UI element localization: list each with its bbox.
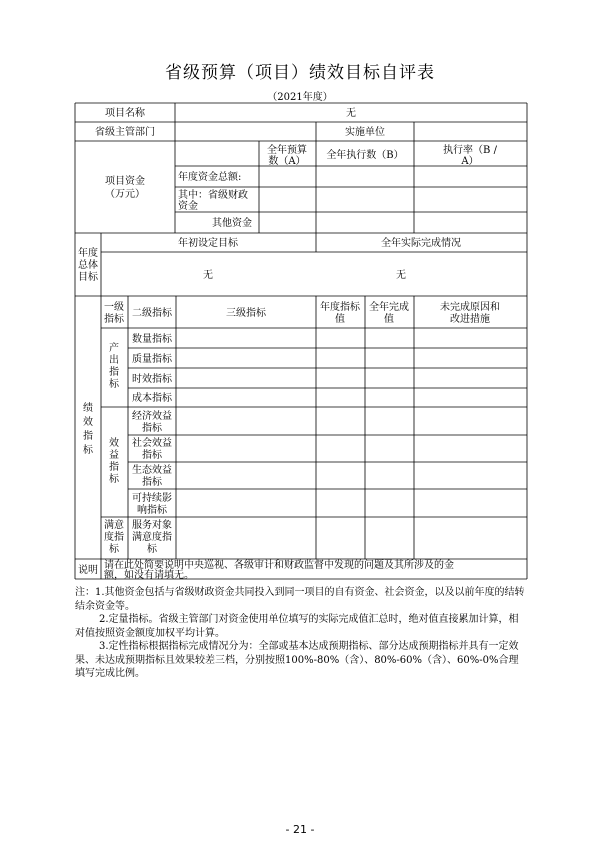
overall-target-label: 总体 — [78, 260, 98, 271]
year-subtitle: （2021年度） — [267, 92, 333, 103]
performance-indicator-label: 指 — [83, 431, 93, 442]
output-indicator-label: 出 — [109, 355, 119, 366]
reason-header-2: 改进措施 — [450, 314, 490, 325]
execution-rate-header-2: A） — [461, 156, 479, 167]
explanation-text: 请在此处简要说明中央巡视、各级审计和财政监督中发现的问题及其所涉及的金 — [104, 560, 454, 571]
cost-indicator: 成本指标 — [132, 393, 172, 404]
completion-header: 全年完成 — [369, 302, 409, 313]
social-benefit-indicator-2: 指标 — [142, 450, 162, 461]
overall-target-label: 年度 — [78, 248, 98, 259]
annual-budget-header-2: 数（A） — [268, 156, 306, 167]
performance-indicator-label: 绩 — [83, 403, 93, 414]
reason-header: 未完成原因和 — [440, 302, 500, 313]
output-indicator-label: 标 — [109, 379, 119, 390]
explanation-text-2: 额，如没有请填无。 — [104, 570, 194, 581]
initial-target-header: 年初设定目标 — [178, 238, 238, 249]
project-name-label: 项目名称 — [105, 108, 145, 119]
output-indicator-label: 指 — [109, 367, 119, 378]
effect-indicator-label: 指 — [109, 462, 119, 473]
note-2: 2.定量指标。省级主管部门对资金使用单位填写的实际完成值汇总时，绝对值直接累加计算，相对值按照资金额度加权平均计算。 — [75, 614, 519, 639]
annual-execution-header: 全年执行数（B） — [326, 150, 404, 161]
annual-target-header: 年度指标 — [320, 302, 360, 313]
explanation-label: 说明 — [78, 565, 98, 576]
level1-header-2: 指标 — [104, 314, 124, 325]
completion-header-2: 值 — [384, 314, 394, 325]
performance-indicator-label: 效 — [83, 417, 93, 428]
satisfaction-indicator-label: 满意 — [104, 520, 124, 531]
provincial-funds-label-2: 资金 — [178, 201, 198, 212]
execution-rate-header: 执行率（B / — [443, 145, 497, 156]
department-label: 省级主管部门 — [95, 127, 155, 138]
effect-indicator-label: 标 — [109, 474, 119, 485]
sustainable-impact-indicator-2: 响指标 — [137, 505, 167, 516]
level3-header: 三级指标 — [226, 308, 266, 319]
service-satisfaction-indicator: 服务对象 — [132, 520, 172, 531]
service-satisfaction-indicator: 标 — [147, 544, 157, 555]
other-funds-label: 其他资金 — [212, 218, 252, 229]
project-name-value: 无 — [346, 108, 356, 119]
economic-benefit-indicator-2: 指标 — [142, 423, 162, 434]
actual-completion-value: 无 — [396, 270, 406, 281]
total-funds-label: 年度资金总额: — [178, 172, 242, 183]
sustainable-impact-indicator: 可持续影 — [132, 493, 172, 504]
economic-benefit-indicator: 经济效益 — [132, 411, 172, 422]
actual-completion-header: 全年实际完成情况 — [381, 238, 461, 249]
service-satisfaction-indicator: 满意度指 — [132, 532, 172, 543]
ecological-benefit-indicator: 生态效益 — [132, 465, 172, 476]
page-title: 省级预算（项目）绩效目标自评表 — [165, 63, 435, 83]
output-indicator-label: 产 — [109, 343, 119, 354]
implementing-unit-label: 实施单位 — [345, 127, 385, 138]
overall-target-label: 目标 — [78, 272, 98, 283]
effect-indicator-label: 益 — [109, 450, 119, 461]
annual-target-header-2: 值 — [335, 314, 345, 325]
quality-indicator: 质量指标 — [132, 354, 172, 365]
level1-header: 一级 — [104, 302, 124, 313]
satisfaction-indicator-label: 度指 — [104, 532, 124, 543]
notes-section — [75, 586, 527, 681]
project-funds-unit: （万元） — [105, 189, 145, 200]
effect-indicator-label: 效 — [109, 438, 119, 449]
quantity-indicator: 数量指标 — [132, 334, 172, 345]
social-benefit-indicator: 社会效益 — [132, 438, 172, 449]
initial-target-value: 无 — [203, 270, 213, 281]
note-3: 3.定性指标根据指标完成情况分为：全部或基本达成预期指标、部分达成预期指标并具有一定效果、未达成预期指标且效果较差三档，分别按照100%-80%（含）、80%-60%（含）、60%-0%合理填写完成比例。 — [75, 641, 519, 679]
provincial-funds-label: 其中：省级财政 — [178, 190, 248, 201]
performance-indicator-label: 标 — [83, 445, 93, 456]
project-funds-label: 项目资金 — [105, 176, 145, 187]
page-number: - 21 - — [285, 823, 315, 836]
satisfaction-indicator-label: 标 — [109, 544, 119, 555]
timeliness-indicator: 时效指标 — [132, 374, 172, 385]
note-1: 注：1.其他资金包括与省级财政资金共同投入到同一项目的自有资金、社会资金，以及以前年度的结转结余资金等。 — [75, 587, 525, 612]
annual-budget-header: 全年预算 — [267, 145, 307, 156]
ecological-benefit-indicator-2: 指标 — [142, 477, 162, 488]
level2-header: 二级指标 — [132, 308, 172, 319]
